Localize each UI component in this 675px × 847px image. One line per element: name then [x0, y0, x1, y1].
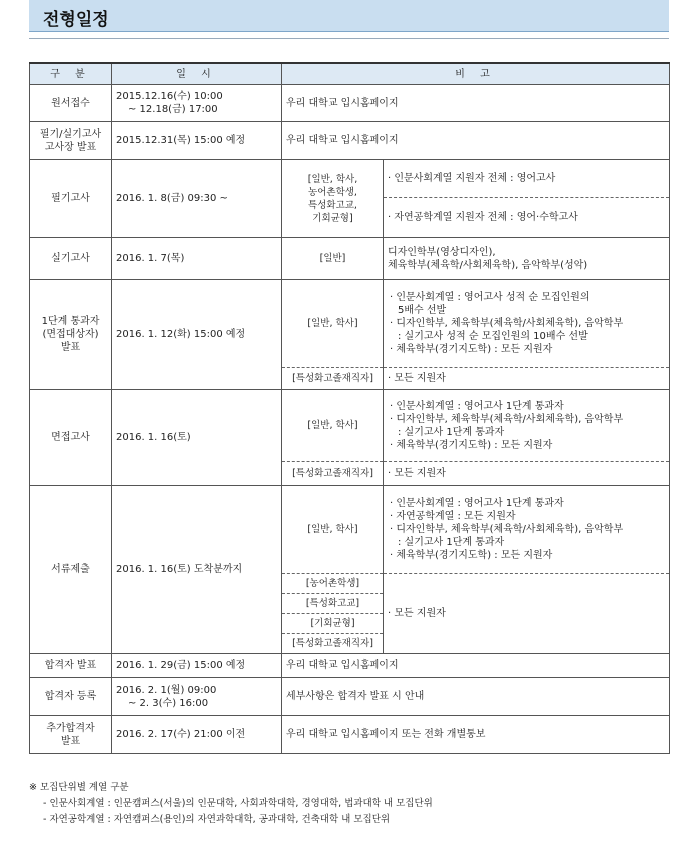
label-line: 발표 [60, 735, 81, 747]
note-line: · 체육학부(경기지도학) : 모든 지원자 [390, 344, 553, 355]
row-label: 합격자 등록 [30, 678, 112, 716]
date-line: 2016. 2. 1(월) 09:00 [116, 684, 217, 696]
row-note [384, 280, 670, 368]
label-line: 발표 [60, 342, 81, 353]
note-line: · 체육학부(경기지도학) : 모든 지원자 [390, 550, 553, 561]
date-line: 2015.12.16(수) 10:00 [116, 91, 223, 102]
row-category: [특성화고졸재직자] [282, 634, 384, 654]
label-line: 고사장 발표 [44, 141, 97, 153]
footnote-line: - 자연공학계열 : 자연캠퍼스(용인)의 자연과학대학, 공과대학, 건축대학 내 모집단위 [43, 814, 391, 825]
row-category: [특성화고졸재직자] [282, 462, 384, 486]
row-date: 2016. 1. 12(화) 15:00 예정 [112, 280, 282, 390]
row-date: 2016. 1. 16(토) 도착분까지 [112, 486, 282, 654]
table-row [30, 280, 670, 368]
note-line: · 인문사회계열 : 영어고사 1단계 통과자 [390, 400, 564, 412]
note-line: · 디자인학부, 체육학부(체육학/사회체육학), 음악학부 [390, 413, 624, 425]
table-row [30, 716, 670, 754]
note-line: : 실기고사 성적 순 모집인원의 10배수 선발 [398, 331, 588, 342]
row-date: 2016. 1. 16(토) [112, 390, 282, 486]
note-line: · 자연공학계열 : 모든 지원자 [390, 511, 516, 522]
row-label: 합격자 발표 [30, 654, 112, 678]
row-note: · 인문사회계열 지원자 전체 : 영어고사 [384, 160, 670, 198]
note-line: · 디자인학부, 체육학부(체육학/사회체육학), 음악학부 [390, 524, 624, 535]
label-line: 추가합격자 [46, 722, 95, 734]
category-line: 기회균형] [312, 212, 353, 224]
row-note: 우리 대학교 입시홈페이지 [282, 85, 670, 122]
schedule-table [29, 62, 670, 754]
row-category: [특성화고졸재직자] [282, 368, 384, 390]
category-line: 특성화고교, [308, 199, 357, 211]
label-line: (면접대상자) [42, 329, 99, 340]
note-line: 디자인학부(영상디자인), [388, 246, 496, 258]
row-label: 원서접수 [30, 85, 112, 122]
row-note: · 모든 지원자 [384, 462, 670, 486]
row-category [282, 160, 384, 238]
table-row [30, 654, 670, 678]
table-row [30, 390, 670, 462]
table-row [30, 85, 670, 122]
note-line: · 인문사회계열 : 영어고사 성적 순 모집인원의 [390, 292, 590, 303]
table-row [30, 122, 670, 160]
title-bar [29, 0, 669, 32]
note-line: · 디자인학부, 체육학부(체육학/사회체육학), 음악학부 [390, 318, 624, 329]
note-line: 체육학부(체육학/사회체육학), 음악학부(성악) [388, 259, 588, 271]
table-row [30, 486, 670, 574]
row-date [112, 85, 282, 122]
row-date: 2016. 1. 7(목) [112, 238, 282, 280]
row-note: · 모든 지원자 [384, 368, 670, 390]
row-label: 필기고사 [30, 160, 112, 238]
row-note [384, 238, 670, 280]
row-label [30, 280, 112, 390]
label-line: 1단계 통과자 [41, 316, 100, 327]
table-row [30, 160, 670, 198]
title-divider [29, 38, 669, 39]
row-date: 2015.12.31(목) 15:00 예정 [112, 122, 282, 160]
row-date [112, 678, 282, 716]
row-note: 우리 대학교 입시홈페이지 또는 전화 개별통보 [282, 716, 670, 754]
row-note: · 모든 지원자 [384, 574, 670, 654]
row-label [30, 122, 112, 160]
note-line: : 실기고사 1단계 통과자 [398, 537, 505, 548]
note-line: · 인문사회계열 : 영어고사 1단계 통과자 [390, 498, 564, 509]
row-label: 실기고사 [30, 238, 112, 280]
header-row [30, 63, 670, 85]
footnote-heading: ※ 모집단위별 계열 구분 [29, 782, 129, 793]
label-line: 필기/실기고사 [39, 128, 102, 140]
row-date: 2016. 1. 29(금) 15:00 예정 [112, 654, 282, 678]
row-category: [농어촌학생] [282, 574, 384, 594]
note-line: · 체육학부(경기지도학) : 모든 지원자 [390, 439, 553, 451]
row-category: [특성화고교] [282, 594, 384, 614]
footnote-line: - 인문사회계열 : 인문캠퍼스(서울)의 인문대학, 사회과학대학, 경영대학, 법과대학 내 모집단위 [43, 798, 433, 809]
category-line: [일반, 학사, [307, 173, 358, 185]
row-category: [일반, 학사] [282, 390, 384, 462]
row-date: 2016. 2. 17(수) 21:00 이전 [112, 716, 282, 754]
row-note: 우리 대학교 입시홈페이지 [282, 122, 670, 160]
date-line: ~ 2. 3(수) 16:00 [128, 697, 209, 709]
row-label: 서류제출 [30, 486, 112, 654]
row-note [384, 390, 670, 462]
page-title: 전형일정 [43, 10, 109, 30]
row-label: 면접고사 [30, 390, 112, 486]
row-category: [일반, 학사] [282, 280, 384, 368]
header-datetime: 일 시 [112, 63, 282, 85]
row-category: [일반] [282, 238, 384, 280]
row-label [30, 716, 112, 754]
header-category: 구 분 [30, 63, 112, 85]
row-note: 세부사항은 합격자 발표 시 안내 [282, 678, 670, 716]
row-note: · 자연공학계열 지원자 전체 : 영어·수학고사 [384, 198, 670, 238]
date-line: ~ 12.18(금) 17:00 [128, 104, 218, 115]
row-date: 2016. 1. 8(금) 09:30 ~ [112, 160, 282, 238]
row-note [384, 486, 670, 574]
category-line: 농어촌학생, [308, 186, 357, 198]
table-row [30, 238, 670, 280]
note-line: : 실기고사 1단계 통과자 [398, 426, 505, 438]
row-category: [기회균형] [282, 614, 384, 634]
row-category: [일반, 학사] [282, 486, 384, 574]
header-remarks: 비 고 [282, 63, 670, 85]
table-row [30, 678, 670, 716]
note-line: 5배수 선발 [398, 305, 447, 316]
footnotes [29, 780, 669, 828]
row-note: 우리 대학교 입시홈페이지 [282, 654, 670, 678]
